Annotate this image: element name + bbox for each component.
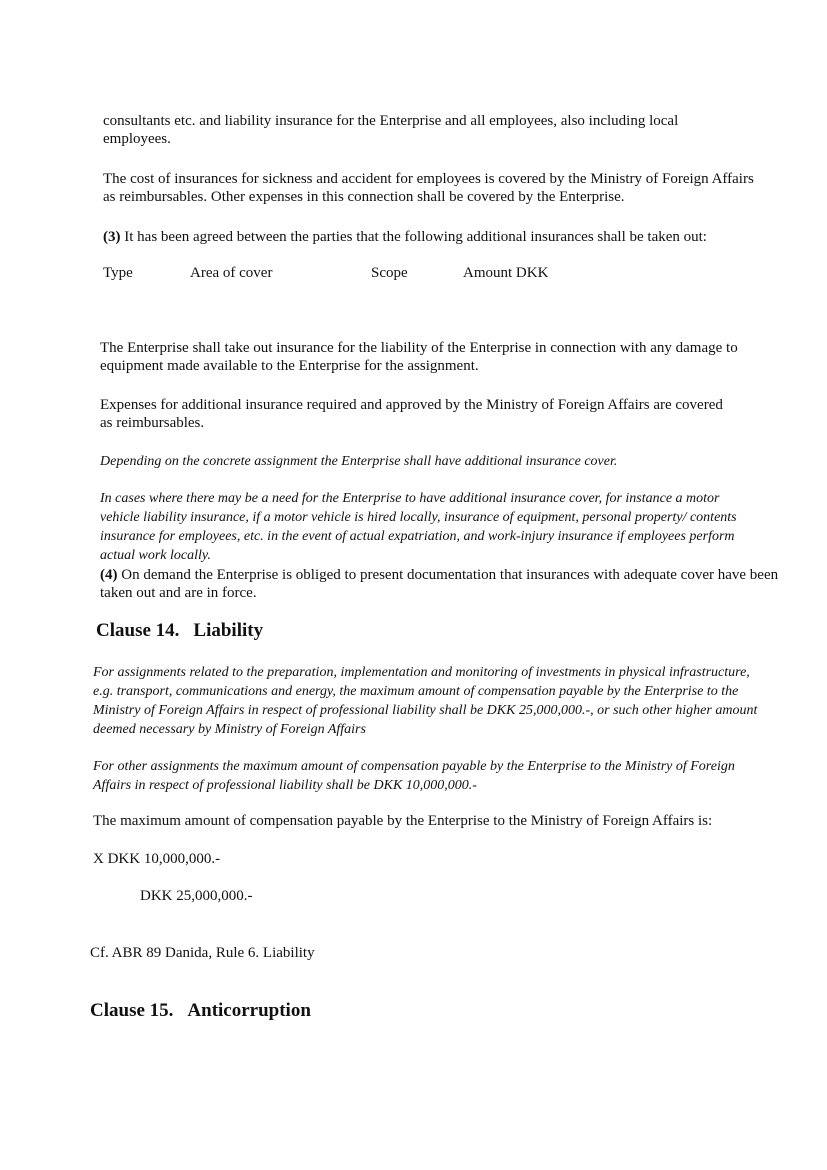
column-header-scope: Scope [371, 265, 408, 281]
column-header-area-of-cover: Area of cover [190, 265, 273, 281]
clause-15-number: Clause 15. [90, 1000, 174, 1021]
selected-option-mark: X [93, 851, 104, 867]
equipment-liability-paragraph: The Enterprise shall take out insurance for the liability of the Enterprise in connection with any damage to equipment made available to the Enterprise for the assignment. [100, 340, 738, 374]
column-header-type: Type [103, 265, 133, 281]
point-3-paragraph [103, 228, 783, 246]
additional-expenses-paragraph: Expenses for additional insurance required and approved by the Ministry of Foreign Affairs are covered as reimbursables. [100, 397, 723, 431]
liability-reference: Cf. ABR 89 Danida, Rule 6. Liability [90, 945, 315, 961]
clause-14-number: Clause 14. [96, 620, 180, 641]
clause-15-heading [90, 1000, 311, 1022]
clause-14-heading [96, 620, 263, 642]
point-3-text: It has been agreed between the parties that the following additional insurances shall be taken out: [124, 229, 707, 245]
clause-14-title: Liability [193, 620, 264, 641]
insurance-cost-paragraph: The cost of insurances for sickness and accident for employees is covered by the Ministry of Foreign Affairs as reimbursables. Other expenses in this connection shall be covered by the Enterprise. [103, 171, 754, 205]
point-4-number: (4) [100, 567, 118, 583]
additional-insurance-example-note: In cases where there may be a need for the Enterprise to have additional insurance cover, for instance a motor vehicle liability insurance, if a motor vehicle is hired locally, insurance of equipment, personal property/ contents insurance for employees, etc. in the event of actual expatriation, and work-injury insurance if employees perform actual work locally. [100, 491, 737, 563]
point-4-paragraph [100, 566, 780, 602]
additional-insurance-note: Depending on the concrete assignment the Enterprise shall have additional insurance cover. [100, 454, 618, 469]
point-4-text: On demand the Enterprise is obliged to present documentation that insurances with adequate cover have been taken out and are in force. [100, 567, 779, 601]
compensation-option-10m [93, 850, 220, 868]
point-3-number: (3) [103, 229, 121, 245]
option-25m-amount: DKK 25,000,000.- [140, 888, 253, 904]
maximum-compensation-paragraph: The maximum amount of compensation payable by the Enterprise to the Ministry of Foreign Affairs is: [93, 813, 713, 829]
clause-14-infrastructure-note: For assignments related to the preparation, implementation and monitoring of investments in physical infrastructure, e.g. transport, communications and energy, the maximum amount of compensation payable by the Enterprise to the Ministry of Foreign Affairs in respect of professional liability shall be DKK 25,000,000.-, or such other higher amount deemed necessary by Ministry of Foreign Affairs [93, 665, 758, 737]
consultants-paragraph: consultants etc. and liability insurance for the Enterprise and all employees, also including local employees. [103, 113, 679, 147]
compensation-option-25m [140, 887, 253, 905]
clause-14-other-assignments-note: For other assignments the maximum amount of compensation payable by the Enterprise to the Ministry of Foreign Affairs in respect of professional liability shall be DKK 10,000,000.- [93, 759, 735, 793]
column-header-amount-dkk: Amount DKK [463, 265, 549, 281]
option-10m-amount: DKK 10,000,000.- [107, 851, 221, 867]
clause-15-title: Anticorruption [187, 1000, 311, 1021]
